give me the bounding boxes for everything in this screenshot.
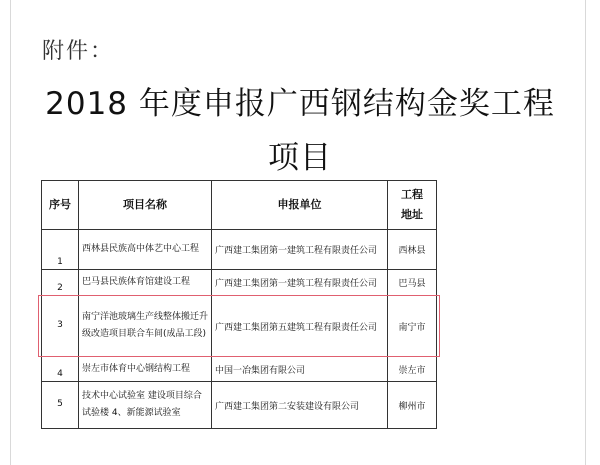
table-row: [42, 357, 437, 382]
page-edge-right: [585, 0, 586, 465]
page-edge-left: [10, 0, 11, 465]
cell-seq: 4: [42, 357, 79, 382]
cell-seq: 1: [42, 230, 79, 270]
cell-project-name: 巴马县民族体育馆建设工程: [79, 270, 212, 296]
column-header-name: 项目名称: [79, 181, 212, 230]
cell-applicant-unit: 广西建工集团第二安装建设有限公司: [212, 382, 388, 429]
column-header-location: 工程地址: [388, 181, 437, 230]
document-title-line-2: 项目: [268, 140, 332, 176]
project-table: [41, 180, 437, 429]
cell-applicant-unit: 中国一冶集团有限公司: [212, 357, 388, 382]
cell-project-name: 西林县民族高中体艺中心工程: [79, 230, 212, 270]
cell-location: 崇左市: [388, 357, 437, 382]
table-row: [42, 296, 437, 357]
cell-seq: 5: [42, 382, 79, 429]
table-header-row: [42, 181, 437, 230]
cell-applicant-unit: 广西建工集团第一建筑工程有限责任公司: [212, 230, 388, 270]
cell-seq: 3: [42, 296, 79, 357]
cell-project-name: 崇左市体育中心钢结构工程: [79, 357, 212, 382]
cell-location: 南宁市: [388, 296, 437, 357]
table-row: [42, 382, 437, 429]
cell-location: 西林县: [388, 230, 437, 270]
document-title-line-1: 2018 年度申报广西钢结构金奖工程: [45, 86, 555, 122]
table-row: [42, 270, 437, 296]
cell-location: 巴马县: [388, 270, 437, 296]
cell-location: 柳州市: [388, 382, 437, 429]
attachment-label: 附件：: [42, 39, 115, 64]
cell-project-name: 南宁洋池玻璃生产线整体搬迁升级改造项目联合车间(成品工段): [79, 296, 212, 357]
column-header-seq: 序号: [42, 181, 79, 230]
cell-applicant-unit: 广西建工集团第五建筑工程有限责任公司: [212, 296, 388, 357]
cell-project-name: 技术中心试验室 建设项目综合试验楼 4、新能源试验室: [79, 382, 212, 429]
cell-seq: 2: [42, 270, 79, 296]
column-header-unit: 申报单位: [212, 181, 388, 230]
table-row: [42, 230, 437, 270]
cell-applicant-unit: 广西建工集团第一建筑工程有限责任公司: [212, 270, 388, 296]
